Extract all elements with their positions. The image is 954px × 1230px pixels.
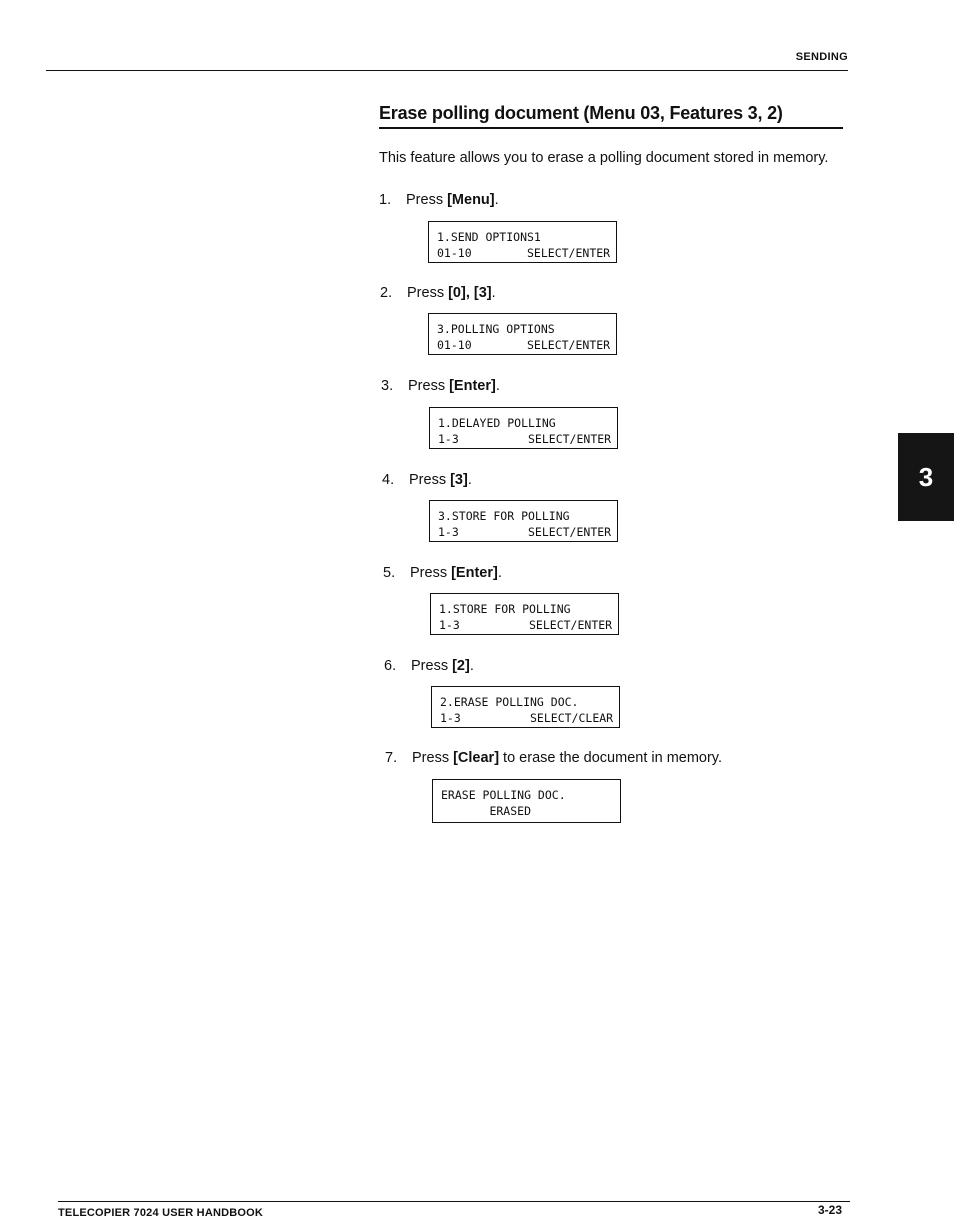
step-number: 2.: [380, 285, 393, 301]
lcd-line-1: 2.ERASE POLLING DOC.: [440, 695, 579, 709]
step-text: Press [2].: [411, 658, 474, 674]
page-number: 3-23: [818, 1203, 843, 1217]
running-header: SENDING: [795, 51, 848, 63]
step-number: 6.: [384, 658, 397, 674]
lcd-line-1: ERASE POLLING DOC.: [441, 788, 566, 802]
chapter-tab: 3: [898, 433, 954, 521]
step-2: [380, 285, 496, 301]
step-number: 4.: [382, 472, 395, 488]
lcd-line-2: 1-3 SELECT/ENTER: [438, 525, 612, 539]
section-title: Erase polling document (Menu 03, Features 3, 2): [379, 103, 783, 123]
lcd-display-2: [428, 313, 617, 355]
lcd-line-2: 01-10 SELECT/ENTER: [437, 246, 611, 260]
lcd-line-1: 3.STORE FOR POLLING: [438, 509, 570, 523]
step-7: [385, 750, 722, 766]
step-text: Press [Enter].: [408, 378, 500, 394]
lcd-line-1: 1.SEND OPTIONS1: [437, 230, 541, 244]
step-text: Press [3].: [409, 472, 472, 488]
step-text: Press [Menu].: [406, 192, 499, 208]
step-text: Press [0], [3].: [407, 285, 496, 301]
step-number: 1.: [379, 192, 392, 208]
step-5: [383, 565, 502, 581]
step-1: [379, 192, 499, 208]
lcd-display-7: [432, 779, 621, 823]
header-rule: [46, 70, 848, 71]
footer-rule: [58, 1201, 850, 1202]
lcd-display-4: [429, 500, 618, 542]
lcd-line-2: 1-3 SELECT/ENTER: [438, 432, 612, 446]
footer-title: TELECOPIER 7024 USER HANDBOOK: [58, 1207, 264, 1219]
title-rule: [379, 127, 843, 129]
step-text: Press [Enter].: [410, 565, 502, 581]
lcd-line-2: 1-3 SELECT/ENTER: [439, 618, 613, 632]
step-number: 5.: [383, 565, 396, 581]
step-text: Press [Clear] to erase the document in memory.: [412, 750, 723, 766]
lcd-line-2: 01-10 SELECT/ENTER: [437, 338, 611, 352]
lcd-line-2: ERASED: [441, 804, 532, 818]
step-3: [381, 378, 500, 394]
step-number: 7.: [385, 750, 398, 766]
step-number: 3.: [381, 378, 394, 394]
lcd-display-5: [430, 593, 619, 635]
lcd-line-1: 1.DELAYED POLLING: [438, 416, 556, 430]
lcd-display-1: [428, 221, 617, 263]
step-4: [382, 472, 472, 488]
step-6: [384, 658, 474, 674]
lcd-display-6: [431, 686, 620, 728]
lcd-line-2: 1-3 SELECT/CLEAR: [440, 711, 614, 725]
intro-paragraph: This feature allows you to erase a polling document stored in memory.: [379, 150, 829, 166]
lcd-display-3: [429, 407, 618, 449]
lcd-line-1: 3.POLLING OPTIONS: [437, 322, 555, 336]
lcd-line-1: 1.STORE FOR POLLING: [439, 602, 571, 616]
